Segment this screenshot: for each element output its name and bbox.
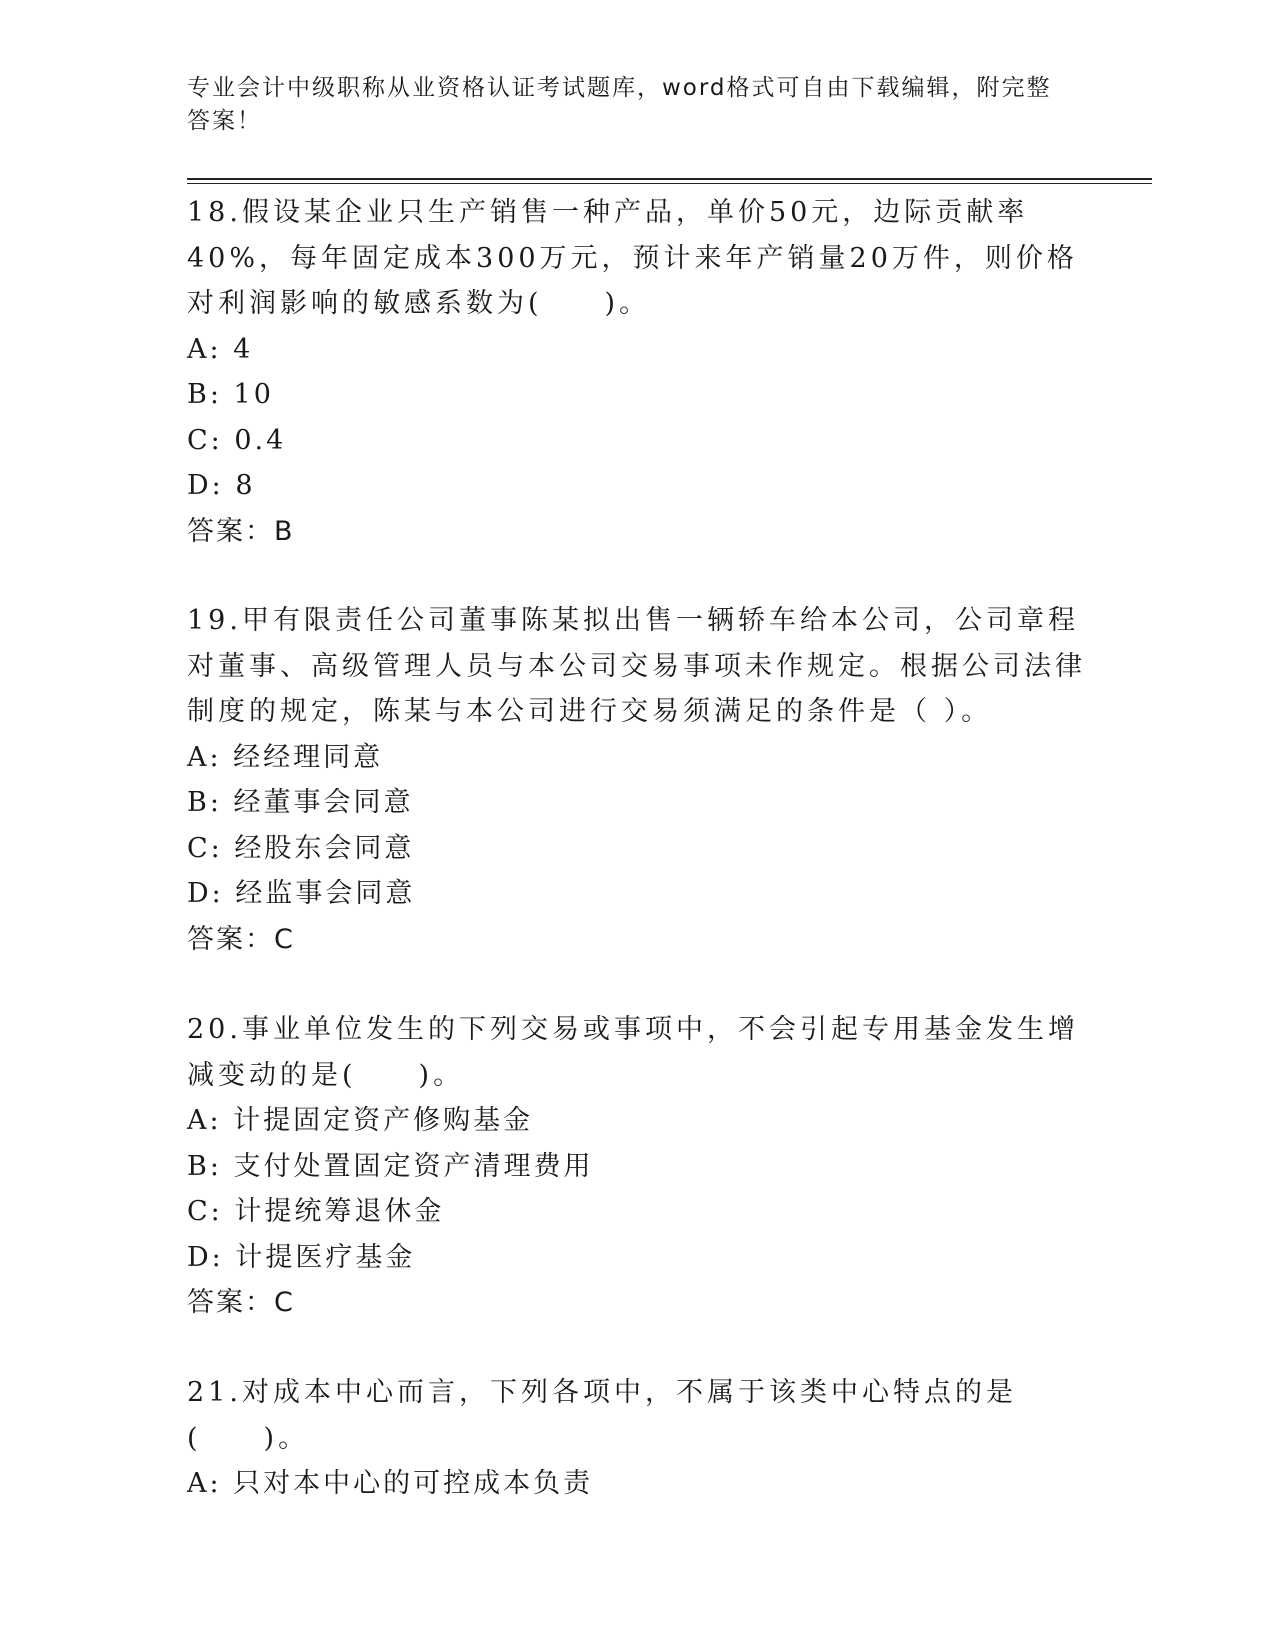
option-b: B: 经董事会同意 — [187, 787, 414, 818]
question-stem: 20.事业单位发生的下列交易或事项中，不会引起专用基金发生增减变动的是( )。 — [187, 1014, 1079, 1091]
option-a: A: 只对本中心的可控成本负责 — [187, 1468, 594, 1499]
question-stem: 19.甲有限责任公司董事陈某拟出售一辆轿车给本公司，公司章程对董事、高级管理人员与本公司交易事项未作规定。根据公司法律制度的规定，陈某与本公司进行交易须满足的条件是（ ）。 — [187, 605, 1086, 727]
option-d: D: 经监事会同意 — [187, 878, 416, 909]
option-a: A: 4 — [187, 333, 254, 365]
question-stem: 18.假设某企业只生产销售一种产品，单价50元，边际贡献率40%，每年固定成本300万元，预计来年产销量20万件，则价格对利润影响的敏感系数为( )。 — [187, 197, 1078, 319]
page-header: 专业会计中级职称从业资格认证考试题库，word格式可自由下载编辑，附完整答案！ — [187, 75, 1052, 134]
answer-label: 答案：C — [187, 923, 295, 955]
question-19 — [187, 598, 1087, 963]
question-18 — [187, 190, 1087, 555]
option-d: D: 计提医疗基金 — [187, 1241, 416, 1273]
answer-label: 答案：C — [187, 1287, 295, 1318]
option-c: C: 经股东会同意 — [187, 832, 415, 864]
option-a: A: 计提固定资产修购基金 — [187, 1105, 534, 1136]
option-b: B: 支付处置固定资产清理费用 — [187, 1150, 594, 1182]
option-b: B: 10 — [187, 379, 274, 410]
question-stem: 21.对成本中心而言，下列各项中，不属于该类中心特点的是( )。 — [187, 1377, 1017, 1454]
option-a: A: 经经理同意 — [187, 741, 384, 773]
option-c: C: 计提统筹退休金 — [187, 1196, 445, 1227]
answer-label: 答案：B — [187, 515, 295, 547]
option-c: C: 0.4 — [187, 424, 287, 456]
header-divider-thin — [187, 183, 1152, 184]
question-21 — [187, 1370, 1087, 1507]
question-20 — [187, 1007, 1087, 1326]
header-divider — [187, 178, 1152, 180]
option-d: D: 8 — [187, 470, 256, 501]
